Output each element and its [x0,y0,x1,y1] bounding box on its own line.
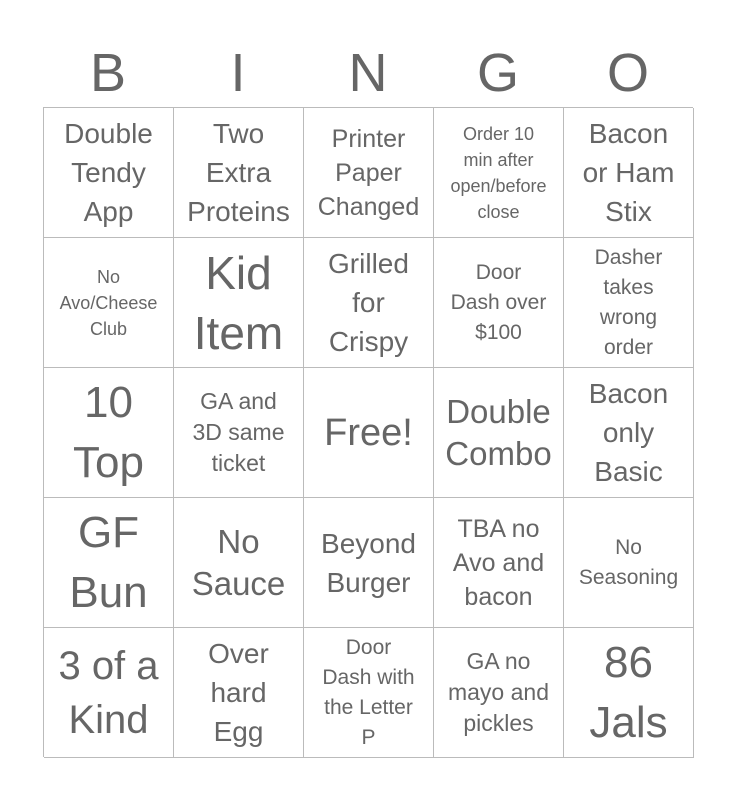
bingo-cell-n5[interactable] [304,628,434,758]
bingo-cell-o2[interactable] [564,238,694,368]
bingo-cell-o4[interactable] [564,498,694,628]
cell-text: Bacon or Ham Stix [582,118,675,227]
cell-text: 3 of a Kind [58,643,159,742]
cell-text: Grilled for Crispy [328,248,409,357]
cell-text: No Sauce [191,522,286,602]
header-letter-o: O [606,43,649,103]
bingo-cell-n4[interactable] [304,498,434,628]
bingo-cell-i3[interactable] [174,368,304,498]
cell-text: Over hard Egg [208,638,269,747]
cell-text: Beyond Burger [321,527,416,598]
bingo-cell-g1[interactable] [434,108,564,238]
cell-text: Printer Paper Changed [317,124,420,221]
bingo-cell-o3[interactable] [564,368,694,498]
bingo-cell-n2[interactable] [304,238,434,368]
cell-text: Door Dash over $100 [450,260,547,344]
cell-text: GA no mayo and pickles [447,648,549,736]
cell-text: Door Dash with the Letter P [322,635,415,749]
cell-text: GA and 3D same ticket [192,388,285,476]
bingo-cell-i1[interactable] [174,108,304,238]
cell-text: GF Bun [69,507,148,617]
bingo-cell-i2[interactable] [174,238,304,368]
header-letter-i: I [230,43,246,103]
cell-text: Double Combo [445,392,552,472]
cell-text: 10 Top [73,377,144,487]
free-space-text: Free! [324,411,413,454]
bingo-cell-b3[interactable] [44,368,174,498]
bingo-cell-g5[interactable] [434,628,564,758]
cell-text: No Seasoning [578,535,679,589]
cell-text: Bacon only Basic [588,378,669,487]
bingo-cell-g3[interactable] [434,368,564,498]
header-letter-n: N [348,43,388,103]
bingo-header [43,40,693,106]
cell-text: Kid Item [193,246,284,359]
cell-text: TBA no Avo and bacon [452,514,545,611]
bingo-cell-i5[interactable] [174,628,304,758]
bingo-cell-b1[interactable] [44,108,174,238]
bingo-cell-i4[interactable] [174,498,304,628]
bingo-cell-o1[interactable] [564,108,694,238]
bingo-cell-n1[interactable] [304,108,434,238]
bingo-cell-free[interactable] [304,368,434,498]
bingo-card-grid [43,107,693,757]
cell-text: No Avo/Cheese Club [59,266,158,339]
header-letter-g: G [476,43,519,103]
header-letter-b: B [89,43,127,103]
cell-text: Dasher takes wrong order [594,245,663,359]
bingo-cell-b4[interactable] [44,498,174,628]
bingo-cell-g2[interactable] [434,238,564,368]
bingo-cell-b2[interactable] [44,238,174,368]
bingo-cell-g4[interactable] [434,498,564,628]
cell-text: Double Tendy App [64,118,153,227]
bingo-cell-o5[interactable] [564,628,694,758]
bingo-cell-b5[interactable] [44,628,174,758]
cell-text: Two Extra Proteins [187,118,290,227]
cell-text: Order 10 min after open/before close [450,123,547,222]
cell-text: 86 Jals [589,637,668,747]
